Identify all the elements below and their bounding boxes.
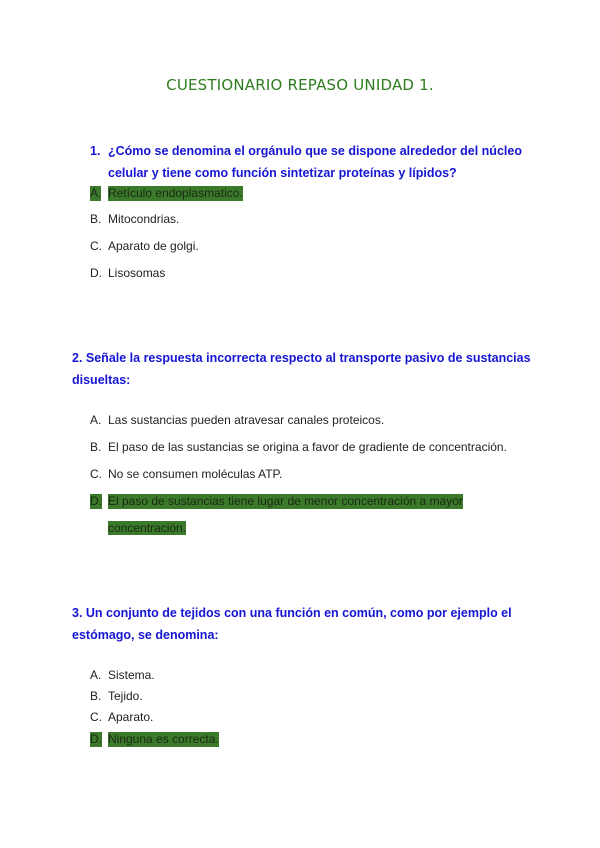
option-text: Retículo endoplasmatico. [108,186,243,200]
option-letter: C. [90,710,102,724]
option-letter: A. [90,413,102,427]
option-text: Aparato. [108,710,154,724]
question-1-number: 1. [90,144,101,158]
question-2 [72,347,542,391]
document-title: CUESTIONARIO REPASO UNIDAD 1. [166,76,434,94]
option-text: Las sustancias pueden atravesar canales proteicos. [108,413,385,427]
option-text: No se consumen moléculas ATP. [108,467,283,481]
option-letter: B. [90,440,102,454]
option-letter: D. [90,266,102,280]
option-letter: B. [90,689,102,703]
option-text: Lisosomas [108,266,166,280]
question-3 [72,602,542,646]
option-letter: C. [90,467,102,481]
option-letter: A. [90,668,102,682]
option-text-continued: concentración. [108,521,187,535]
option-text: Ninguna es correcta. [108,732,219,746]
option-text: El paso de las sustancias se origina a favor de gradiente de concentración. [108,440,507,454]
option-text: Sistema. [108,668,155,682]
question-1-line-2: celular y tiene como función sintetizar proteínas y lípidos? [108,166,457,180]
question-3-line-2: estómago, se denomina: [72,628,219,642]
option-text: Tejido. [108,689,143,703]
q2-option-d-continued [108,521,186,536]
option-letter: B. [90,212,102,226]
option-letter: D. [90,732,102,746]
question-3-line-1: 3. Un conjunto de tejidos con una función en común, como por ejemplo el [72,606,512,620]
option-letter: C. [90,239,102,253]
question-2-line-1: 2. Señale la respuesta incorrecta respecto al transporte pasivo de sustancias [72,351,531,365]
question-2-line-2: disueltas: [72,373,131,387]
option-text: Aparato de golgi. [108,239,199,253]
option-text: Mitocondrias. [108,212,180,226]
question-1 [90,140,530,184]
option-letter: A. [90,186,102,200]
question-1-line-1: ¿Cómo se denomina el orgánulo que se dispone alrededor del núcleo [108,144,522,158]
option-text: El paso de sustancias tiene lugar de menor concentración a mayor [108,494,463,508]
option-letter: D. [90,494,102,508]
